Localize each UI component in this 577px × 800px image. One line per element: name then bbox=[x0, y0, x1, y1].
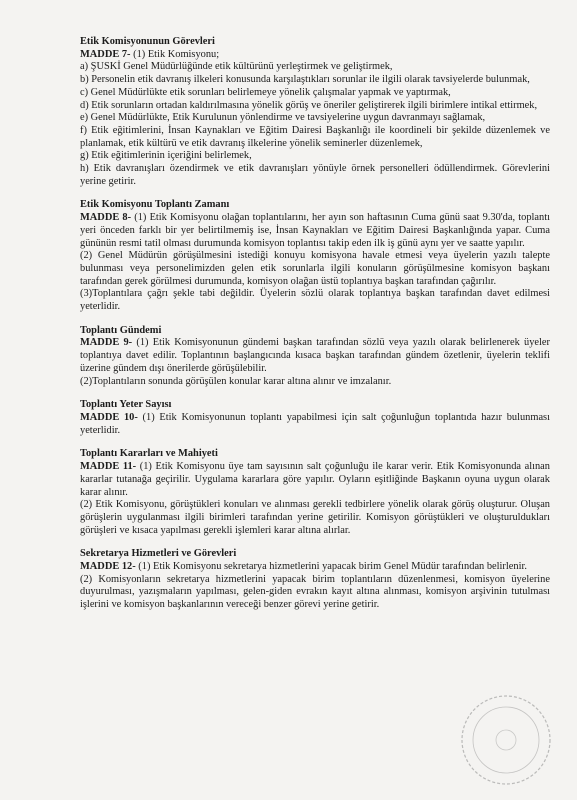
paragraph bbox=[80, 288, 550, 313]
paragraph-text: (3)Toplantılara çağrı şekle tabi değildir. Üyelerin sözlü olarak toplantıya başkan tarafından davet edilmesi yeterlidir. bbox=[80, 288, 550, 313]
paragraph-text: (1) Etik Komisyonu; bbox=[130, 48, 220, 60]
article-section bbox=[80, 325, 550, 389]
section-heading: Etik Komisyonunun Görevleri bbox=[80, 36, 215, 47]
article-number: MADDE 12- bbox=[80, 561, 136, 573]
paragraph-text: (1) Etik Komisyonunun toplantı yapabilmesi için salt çoğunluğun toplantıda hazır bulunması yeterlidir. bbox=[80, 411, 550, 436]
paragraph-text: (1) Etik Komisyonunun gündemi başkan tarafından sözlü veya yazılı olarak belirlenerek üyeler toplantıya davet edilir. Toplantının başlangıcında kısaca başkan tarafından gündem özetlenir, üyelerin teklifi üzerine gündem dışı önerilerde görüşülebilir. bbox=[80, 337, 550, 374]
paragraph-text: (1) Etik Komisyonu olağan toplantılarını, her ayın son haftasının Cuma günü saat 9.30'da, toplantı yeri önceden farklı bir yer belirtilmemiş ise, İnsan Kaynakları ve Eğitim Dairesi Başkanlığında yapar. Cuma gününün resmi tatil olması durumunda komisyon toplantısı takip eden ilk iş günü aynı yer ve saatte yapılır. bbox=[80, 212, 550, 249]
official-seal-stamp bbox=[456, 690, 556, 790]
section-heading: Toplantı Kararları ve Mahiyeti bbox=[80, 448, 218, 460]
section-heading: Sekretarya Hizmetleri ve Görevleri bbox=[80, 548, 237, 560]
paragraph bbox=[80, 87, 550, 100]
paragraph bbox=[80, 337, 550, 375]
paragraph bbox=[80, 125, 550, 150]
article-section bbox=[80, 448, 550, 537]
paragraph bbox=[80, 499, 550, 537]
paragraph-text: (2) Genel Müdürün görüşülmesini istediği konuyu komisyona havale etmesi veya üyelerin yazılı talepte bulunması veya personelimizden gelen etik sorunlarla ilgili konuların görüşülmesine komisyon başkanı tarafından gerek görülmesi durumunda, komisyon olağan üstü toplantıya başkan tarafından çağırılır. bbox=[80, 250, 550, 287]
paragraph bbox=[80, 250, 550, 288]
paragraph bbox=[80, 49, 550, 62]
paragraph bbox=[80, 574, 550, 612]
paragraph bbox=[80, 74, 550, 87]
paragraph bbox=[80, 212, 550, 250]
paragraph-text: a) ŞUSKİ Genel Müdürlüğünde etik kültürünü yerleştirmek ve geliştirmek, bbox=[80, 61, 393, 73]
paragraph-text: c) Genel Müdürlükte etik sorunları belirlemeye yönelik çalışmalar yapmak ve yaptırmak, bbox=[80, 86, 451, 98]
paragraph-text: e) Genel Müdürlükte, Etik Kurulunun yönlendirme ve tavsiyelerine uygun davranmayı sağlamak, bbox=[80, 112, 486, 124]
article-section bbox=[80, 199, 550, 313]
section-heading: Etik Komisyonu Toplantı Zamanı bbox=[80, 199, 230, 211]
article-number: MADDE 7- bbox=[80, 48, 131, 60]
paragraph bbox=[80, 376, 550, 389]
article-number: MADDE 10- bbox=[80, 411, 138, 423]
paragraph bbox=[80, 61, 550, 74]
paragraph-text: d) Etik sorunların ortadan kaldırılmasına yönelik görüş ve öneriler geliştirerek ilgili birimlere intikal ettirmek, bbox=[80, 99, 538, 111]
paragraph bbox=[80, 461, 550, 499]
paragraph bbox=[80, 163, 550, 188]
document-page bbox=[80, 36, 550, 623]
paragraph-text: (2)Toplantıların sonunda görüşülen konular karar altına alınır ve imzalanır. bbox=[80, 375, 392, 387]
article-number: MADDE 9- bbox=[80, 337, 133, 349]
article-section bbox=[80, 548, 550, 612]
paragraph bbox=[80, 112, 550, 125]
paragraph-text: (1) Etik Komisyonu üye tam sayısının salt çoğunluğu ile karar verir. Etik Komisyonunda alınan kararlar tutanağa geçirilir. Uygulama kararlara göre yapılır. Oyların eşitliğinde Başkanın oyuna uygun olarak karar alınır. bbox=[80, 461, 550, 498]
article-number: MADDE 8- bbox=[80, 212, 132, 224]
article-section bbox=[80, 36, 550, 188]
paragraph-text: (2) Komisyonların sekretarya hizmetlerini yapacak birim toplantıların düzenlenmesi, komisyon üyelerine duyurulması, yazışmaların yapılması, gelen-giden evrakın kayıt altına alınması, komisyon arşivinin tutulması işlerini ve komisyon başkanlarının vereceği benzer görevi yerine getirir. bbox=[80, 573, 550, 611]
paragraph-text: b) Personelin etik davranış ilkeleri konusunda karşılaştıkları sorunlar ile ilgili olarak tavsiyelerde bulunmak, bbox=[80, 74, 530, 86]
paragraph-text: (2) Etik Komisyonu, görüştükleri konuları ve alınması gerekli tedbirlere yönelik olarak görüş oluşturur. Oluşan görüşlerin uygulanması ilgili birimleri tarafından yerine getirilir. Komisyon görüştükleri ve oluşturuldukları görüşleri ve kısaca yapılması gerekli işlemleri karar altına alırlar. bbox=[80, 499, 550, 536]
paragraph-text: h) Etik davranışları özendirmek ve etik davranışları yönüyle örnek personelleri ödüllendirmek. Görevlerini yerine getirir. bbox=[80, 163, 550, 187]
article-section bbox=[80, 399, 550, 437]
paragraph bbox=[80, 100, 550, 113]
section-heading: Toplantı Yeter Sayısı bbox=[80, 399, 172, 411]
section-heading: Toplantı Gündemi bbox=[80, 324, 162, 336]
paragraph bbox=[80, 561, 550, 574]
paragraph-text: g) Etik eğitimlerinin içeriğini belirlemek, bbox=[80, 150, 252, 162]
paragraph-text: f) Etik eğitimlerini, İnsan Kaynakları ve Eğitim Dairesi Başkanlığı ile koordineli bir şekilde düzenlemek ve planlamak, etik kültürü ve etik davranış ilkelerine yönelik seminerler düzenlemek, bbox=[80, 124, 550, 149]
paragraph bbox=[80, 150, 550, 163]
paragraph-text: (1) Etik Komisyonu sekretarya hizmetlerini yapacak birim Genel Müdür tarafından belirlenir. bbox=[135, 561, 527, 573]
paragraph bbox=[80, 412, 550, 437]
article-number: MADDE 11- bbox=[80, 461, 137, 473]
